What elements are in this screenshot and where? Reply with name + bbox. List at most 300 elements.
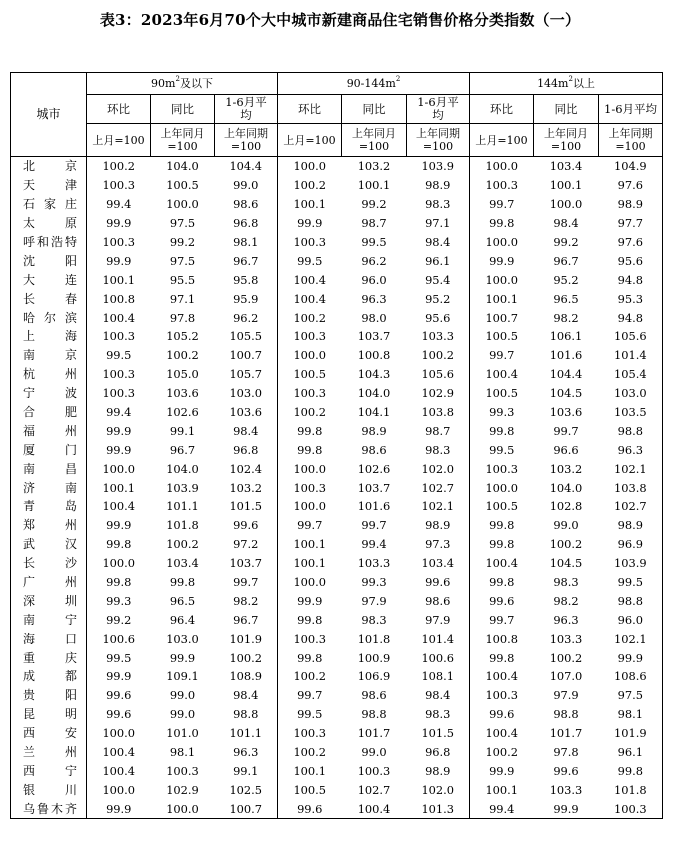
- index-value: 100.2: [278, 176, 342, 195]
- index-value: 101.7: [357, 726, 391, 741]
- index-value: 105.4: [599, 365, 663, 384]
- index-value: 101.5: [407, 724, 470, 743]
- index-value: 99.3: [87, 591, 151, 610]
- index-value: 99.2: [553, 235, 579, 249]
- index-value: 100.1: [278, 762, 342, 781]
- index-value: 99.5: [599, 573, 663, 592]
- index-value: 99.2: [361, 197, 387, 212]
- index-value: 96.4: [169, 612, 196, 627]
- index-value: 100.4: [87, 743, 151, 762]
- index-value: 101.0: [166, 726, 199, 741]
- index-value: 100.0: [470, 270, 534, 289]
- index-value: 98.0: [361, 310, 387, 325]
- index-value: 96.3: [215, 743, 278, 762]
- city-name: 北京: [11, 157, 87, 176]
- index-value: 103.7: [215, 554, 278, 573]
- index-value: 101.6: [549, 348, 583, 363]
- city-name: 重庆: [11, 648, 87, 667]
- table-row: [11, 573, 663, 592]
- index-value: 99.0: [361, 745, 387, 760]
- table-row: [11, 591, 663, 610]
- table-row: [11, 365, 663, 384]
- index-value: 99.9: [87, 440, 151, 459]
- table-row: [11, 648, 663, 667]
- index-value: 101.6: [357, 499, 391, 514]
- index-value: 98.6: [361, 688, 387, 703]
- index-value: 99.7: [361, 518, 387, 533]
- index-value: 100.9: [357, 650, 391, 665]
- city-name: 西宁: [11, 762, 87, 781]
- index-value: 99.8: [278, 648, 342, 667]
- index-value: 99.5: [361, 235, 387, 249]
- city-name: 宁波: [11, 384, 87, 403]
- index-value: 99.0: [169, 688, 196, 703]
- index-value: 100.3: [278, 384, 342, 403]
- index-value: 101.4: [407, 629, 470, 648]
- index-value: 98.6: [361, 442, 387, 457]
- sub-header-avg: 1-6月平均: [599, 95, 663, 124]
- index-value: 102.5: [215, 780, 278, 799]
- index-value: 99.9: [87, 667, 151, 686]
- table-row: [11, 497, 663, 516]
- index-value: 97.9: [361, 593, 387, 608]
- index-value: 99.8: [470, 573, 534, 592]
- index-value: 99.8: [278, 440, 342, 459]
- city-name: 兰州: [11, 743, 87, 762]
- city-name: 乌鲁木齐: [11, 799, 87, 818]
- index-value: 99.9: [278, 591, 342, 610]
- index-value: 99.6: [215, 516, 278, 535]
- city-name: 海口: [11, 629, 87, 648]
- index-value: 99.2: [87, 610, 151, 629]
- index-value: 98.9: [407, 516, 470, 535]
- index-value: 100.0: [278, 346, 342, 365]
- index-value: 98.3: [553, 575, 579, 590]
- base-header-avg: 上年同期 =100: [599, 124, 663, 157]
- index-value: 96.0: [599, 610, 663, 629]
- index-value: 95.6: [599, 251, 663, 270]
- index-value: 103.7: [357, 329, 391, 344]
- base-header-yoy: 上年同月 =100: [151, 124, 215, 157]
- index-value: 100.5: [470, 327, 534, 346]
- index-value: 97.6: [599, 176, 663, 195]
- sub-header-mom: 环比: [470, 95, 534, 124]
- city-name: 上海: [11, 327, 87, 346]
- index-value: 100.2: [278, 667, 342, 686]
- index-value: 100.4: [278, 289, 342, 308]
- index-value: 103.2: [215, 478, 278, 497]
- index-value: 98.8: [599, 421, 663, 440]
- index-value: 100.0: [549, 197, 583, 212]
- index-value: 99.1: [169, 423, 196, 438]
- index-value: 100.0: [278, 497, 342, 516]
- index-value: 100.2: [215, 648, 278, 667]
- index-value: 96.2: [215, 308, 278, 327]
- city-name: 广州: [11, 573, 87, 592]
- table-row: [11, 610, 663, 629]
- table-row: [11, 346, 663, 365]
- base-header-yoy: 上年同月 =100: [534, 124, 599, 157]
- index-value: 100.7: [215, 346, 278, 365]
- sub-header-mom: 环比: [278, 95, 342, 124]
- index-value: 98.2: [553, 593, 579, 608]
- index-value: 98.3: [407, 440, 470, 459]
- table-row: [11, 705, 663, 724]
- index-value: 100.5: [278, 780, 342, 799]
- index-value: 100.4: [87, 497, 151, 516]
- index-value: 101.4: [599, 346, 663, 365]
- index-value: 100.3: [599, 799, 663, 818]
- index-value: 100.3: [278, 629, 342, 648]
- index-value: 103.0: [599, 384, 663, 403]
- index-value: 107.0: [549, 669, 583, 684]
- index-value: 100.3: [87, 233, 151, 252]
- index-value: 99.5: [278, 251, 342, 270]
- index-value: 102.0: [407, 780, 470, 799]
- index-value: 100.2: [549, 537, 583, 552]
- index-value: 98.8: [599, 591, 663, 610]
- index-value: 98.4: [553, 216, 579, 231]
- index-value: 99.8: [278, 610, 342, 629]
- index-value: 100.8: [470, 629, 534, 648]
- index-value: 102.6: [357, 461, 391, 476]
- group-header-90-144: $90-144m^2$: [278, 73, 470, 95]
- index-value: 104.1: [357, 405, 391, 420]
- index-value: 100.0: [87, 554, 151, 573]
- index-value: 99.9: [87, 799, 151, 818]
- city-name: 昆明: [11, 705, 87, 724]
- index-value: 97.1: [169, 291, 196, 306]
- table-row: [11, 686, 663, 705]
- index-value: 100.0: [470, 233, 534, 252]
- index-value: 98.9: [361, 423, 387, 438]
- base-header-avg: 上年同期 =100: [407, 124, 470, 157]
- index-value: 100.2: [470, 743, 534, 762]
- index-value: 98.7: [361, 216, 387, 231]
- index-value: 99.6: [87, 705, 151, 724]
- table-row: [11, 440, 663, 459]
- city-name: 成都: [11, 667, 87, 686]
- table-row: [11, 667, 663, 686]
- index-value: 100.0: [278, 157, 342, 176]
- index-value: 100.0: [470, 157, 534, 176]
- index-value: 100.4: [470, 667, 534, 686]
- table-row: [11, 384, 663, 403]
- city-name: 郑州: [11, 516, 87, 535]
- index-value: 106.1: [549, 329, 583, 344]
- index-value: 101.3: [407, 799, 470, 818]
- index-value: 103.9: [407, 157, 470, 176]
- city-name: 武汉: [11, 535, 87, 554]
- index-value: 105.6: [407, 365, 470, 384]
- base-header-avg: 上年同期 =100: [215, 124, 278, 157]
- city-name: 南昌: [11, 459, 87, 478]
- index-value: 101.8: [599, 780, 663, 799]
- index-value: 104.3: [357, 367, 391, 382]
- index-value: 99.6: [470, 705, 534, 724]
- index-value: 100.6: [87, 629, 151, 648]
- index-value: 95.6: [407, 308, 470, 327]
- city-name: 太原: [11, 214, 87, 233]
- city-name: 呼和浩特: [11, 233, 87, 252]
- index-value: 98.9: [407, 762, 470, 781]
- index-value: 100.3: [278, 724, 342, 743]
- city-name: 哈尔滨: [11, 308, 87, 327]
- index-value: 100.4: [342, 799, 407, 818]
- index-value: 98.1: [215, 233, 278, 252]
- city-name: 合肥: [11, 403, 87, 422]
- index-value: 105.0: [166, 367, 199, 382]
- index-value: 97.5: [169, 216, 196, 231]
- index-value: 100.0: [278, 573, 342, 592]
- index-value: 99.5: [87, 648, 151, 667]
- index-value: 97.8: [169, 310, 196, 325]
- index-value: 97.3: [407, 535, 470, 554]
- index-value: 102.7: [599, 497, 663, 516]
- city-name: 天津: [11, 176, 87, 195]
- sub-header-avg: 1-6月平 均: [407, 95, 470, 124]
- index-value: 105.2: [166, 329, 199, 344]
- index-value: 105.7: [215, 365, 278, 384]
- index-value: 98.8: [361, 707, 387, 722]
- index-value: 99.2: [169, 235, 196, 249]
- table-row: [11, 176, 663, 195]
- index-value: 98.4: [407, 686, 470, 705]
- index-value: 101.8: [166, 518, 199, 533]
- table-row: [11, 535, 663, 554]
- index-value: 100.1: [357, 178, 391, 193]
- index-value: 99.0: [553, 518, 579, 533]
- table-row: [11, 724, 663, 743]
- index-value: 99.0: [169, 707, 196, 722]
- index-value: 102.9: [166, 782, 199, 797]
- index-value: 99.7: [215, 573, 278, 592]
- index-value: 100.0: [87, 780, 151, 799]
- table-row: [11, 743, 663, 762]
- index-value: 100.3: [278, 478, 342, 497]
- index-value: 99.8: [470, 421, 534, 440]
- index-value: 99.8: [278, 421, 342, 440]
- index-value: 96.3: [553, 612, 579, 627]
- city-column-header: 城市: [11, 73, 87, 157]
- index-value: 100.2: [278, 403, 342, 422]
- table-row: [11, 459, 663, 478]
- index-value: 103.9: [166, 480, 199, 495]
- index-value: 108.1: [407, 667, 470, 686]
- index-value: 101.7: [549, 726, 583, 741]
- index-value: 100.8: [357, 348, 391, 363]
- index-value: 98.2: [215, 591, 278, 610]
- index-value: 104.4: [215, 157, 278, 176]
- index-value: 96.7: [169, 442, 196, 457]
- index-value: 96.1: [407, 251, 470, 270]
- index-value: 100.2: [166, 348, 199, 363]
- index-value: 101.5: [215, 497, 278, 516]
- index-value: 99.4: [87, 195, 151, 214]
- index-value: 99.5: [278, 705, 342, 724]
- city-name: 银川: [11, 780, 87, 799]
- index-value: 96.5: [553, 291, 579, 306]
- index-value: 104.0: [166, 159, 199, 174]
- index-value: 98.2: [553, 310, 579, 325]
- index-value: 99.7: [470, 610, 534, 629]
- index-value: 100.5: [470, 384, 534, 403]
- index-value: 99.6: [553, 763, 579, 778]
- table-row: [11, 554, 663, 573]
- index-value: 100.2: [278, 308, 342, 327]
- index-value: 96.7: [215, 251, 278, 270]
- index-value: 99.9: [470, 762, 534, 781]
- table-row: [11, 251, 663, 270]
- index-value: 99.6: [407, 573, 470, 592]
- index-value: 100.4: [87, 762, 151, 781]
- index-value: 102.1: [407, 497, 470, 516]
- base-header-mom: 上月=100: [87, 124, 151, 157]
- index-value: 103.3: [549, 631, 583, 646]
- index-value: 103.0: [166, 631, 199, 646]
- index-value: 97.5: [169, 253, 196, 268]
- index-value: 95.5: [169, 272, 196, 287]
- index-value: 99.8: [470, 535, 534, 554]
- index-value: 99.8: [599, 762, 663, 781]
- index-value: 95.2: [407, 289, 470, 308]
- index-value: 101.8: [357, 631, 391, 646]
- index-value: 99.6: [278, 799, 342, 818]
- index-value: 100.0: [151, 799, 215, 818]
- index-value: 103.4: [166, 556, 199, 571]
- index-value: 104.5: [549, 386, 583, 401]
- index-value: 102.1: [599, 629, 663, 648]
- index-value: 100.3: [87, 176, 151, 195]
- city-name: 西安: [11, 724, 87, 743]
- index-value: 101.9: [215, 629, 278, 648]
- index-value: 103.9: [599, 554, 663, 573]
- city-name: 贵阳: [11, 686, 87, 705]
- index-value: 100.2: [166, 537, 199, 552]
- sub-header-yoy: 同比: [151, 95, 215, 124]
- index-value: 108.9: [215, 667, 278, 686]
- city-name: 长春: [11, 289, 87, 308]
- index-value: 97.7: [599, 214, 663, 233]
- index-value: 96.9: [599, 535, 663, 554]
- index-value: 98.3: [407, 195, 470, 214]
- index-value: 100.0: [166, 197, 199, 212]
- index-value: 102.6: [166, 405, 199, 420]
- index-value: 98.3: [407, 705, 470, 724]
- index-value: 99.9: [599, 648, 663, 667]
- index-value: 96.0: [361, 272, 387, 287]
- city-name: 沈阳: [11, 251, 87, 270]
- index-value: 99.1: [215, 762, 278, 781]
- index-value: 102.7: [357, 782, 391, 797]
- index-value: 99.6: [87, 686, 151, 705]
- index-value: 99.8: [87, 573, 151, 592]
- index-value: 99.4: [470, 799, 534, 818]
- table-row: [11, 308, 663, 327]
- index-value: 96.8: [215, 214, 278, 233]
- index-value: 100.1: [470, 780, 534, 799]
- index-value: 95.8: [215, 270, 278, 289]
- index-value: 103.8: [407, 403, 470, 422]
- index-value: 102.0: [407, 459, 470, 478]
- index-value: 97.1: [407, 214, 470, 233]
- base-header-mom: 上月=100: [278, 124, 342, 157]
- index-value: 102.1: [599, 459, 663, 478]
- index-value: 99.5: [87, 346, 151, 365]
- index-value: 103.0: [215, 384, 278, 403]
- table-row: [11, 327, 663, 346]
- index-value: 100.1: [278, 195, 342, 214]
- index-value: 98.7: [407, 421, 470, 440]
- table-row: [11, 421, 663, 440]
- index-value: 100.1: [87, 270, 151, 289]
- index-value: 102.9: [407, 384, 470, 403]
- index-value: 98.8: [215, 705, 278, 724]
- index-value: 100.5: [470, 497, 534, 516]
- index-value: 102.7: [407, 478, 470, 497]
- index-value: 98.4: [407, 233, 470, 252]
- index-value: 96.7: [215, 610, 278, 629]
- index-value: 103.5: [599, 403, 663, 422]
- sub-header-mom: 环比: [87, 95, 151, 124]
- index-value: 100.3: [278, 233, 342, 252]
- index-value: 104.0: [166, 461, 199, 476]
- table-row: [11, 478, 663, 497]
- index-value: 103.2: [549, 461, 583, 476]
- table-row: [11, 799, 663, 818]
- index-value: 104.0: [357, 386, 391, 401]
- index-value: 100.8: [87, 289, 151, 308]
- index-value: 99.6: [470, 591, 534, 610]
- index-value: 101.9: [599, 724, 663, 743]
- page-title: 表3：2023年6月70个大中城市新建商品住宅销售价格分类指数（一）: [99, 11, 581, 29]
- index-value: 99.8: [87, 535, 151, 554]
- city-name: 厦门: [11, 440, 87, 459]
- sub-header-avg: 1-6月平 均: [215, 95, 278, 124]
- index-value: 98.1: [169, 745, 196, 760]
- index-value: 99.8: [470, 648, 534, 667]
- index-value: 100.3: [87, 327, 151, 346]
- index-value: 104.9: [599, 157, 663, 176]
- table-row: [11, 289, 663, 308]
- index-value: 100.2: [87, 157, 151, 176]
- index-value: 100.4: [470, 724, 534, 743]
- index-value: 95.4: [407, 270, 470, 289]
- index-value: 100.3: [470, 686, 534, 705]
- index-value: 100.7: [470, 308, 534, 327]
- base-header-mom: 上月=100: [470, 124, 534, 157]
- table-row: [11, 195, 663, 214]
- table-row: [11, 214, 663, 233]
- city-name: 深圳: [11, 591, 87, 610]
- index-value: 95.2: [553, 272, 579, 287]
- index-value: 96.3: [361, 291, 387, 306]
- index-value: 98.9: [407, 176, 470, 195]
- index-value: 94.8: [599, 308, 663, 327]
- index-value: 99.8: [470, 516, 534, 535]
- index-value: 96.3: [599, 440, 663, 459]
- index-value: 100.2: [549, 650, 583, 665]
- index-value: 101.1: [166, 499, 199, 514]
- group-header-over-144: $144m^2$以上: [470, 73, 663, 95]
- index-value: 100.2: [278, 743, 342, 762]
- index-value: 100.4: [470, 365, 534, 384]
- index-value: 99.4: [361, 537, 387, 552]
- index-value: 99.7: [470, 195, 534, 214]
- index-value: 109.1: [166, 669, 199, 684]
- index-value: 103.2: [357, 159, 391, 174]
- index-value: 100.1: [549, 178, 583, 193]
